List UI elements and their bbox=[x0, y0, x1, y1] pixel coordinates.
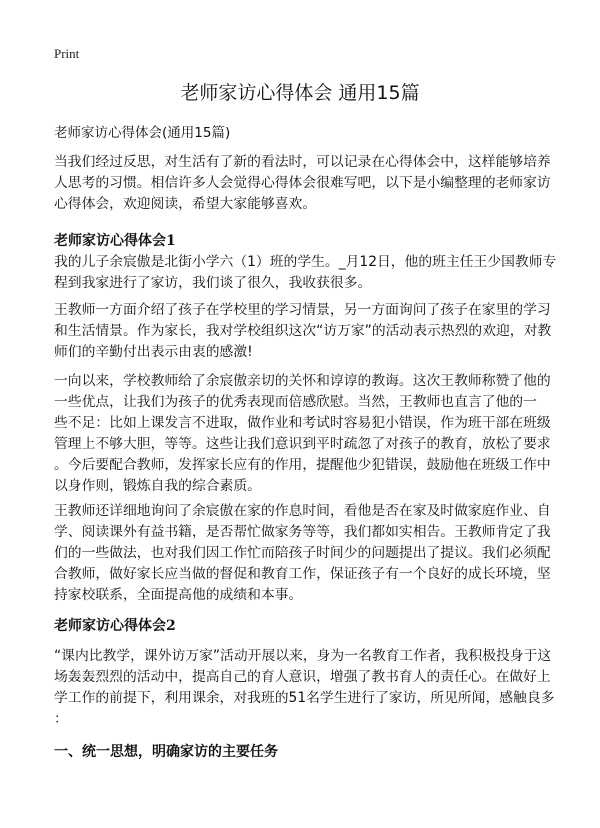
text-line: 。今后要配合教师，发挥家长应有的作用，提醒他少犯错误，鼓励他在班级工作中 bbox=[54, 457, 551, 473]
subsection-heading: 一、统一思想，明确家访的主要任务 bbox=[54, 744, 278, 760]
text-line: 以身作则，锻炼自我的综合素质。 bbox=[54, 478, 261, 494]
text-line: 程到我家进行了家访，我们谈了很久，我收获很多。 bbox=[54, 275, 372, 291]
paragraph bbox=[54, 371, 554, 497]
text-line: 心得体会，欢迎阅读，希望大家能够喜欢。 bbox=[54, 196, 317, 212]
text-line: 合教师，做好家长应当做的督促和教育工作，保证孩子有一个良好的成长环境，坚 bbox=[54, 566, 551, 582]
intro-paragraph bbox=[54, 152, 554, 215]
paragraph bbox=[54, 300, 554, 363]
print-link[interactable]: Print bbox=[54, 46, 80, 61]
document-subtitle: 老师家访心得体会(通用15篇) bbox=[54, 125, 231, 141]
paragraph bbox=[54, 501, 554, 606]
text-line: 持家校联系，全面提高他的成绩和本事。 bbox=[54, 587, 303, 603]
text-line: 学、阅读课外有益书籍，是否帮忙做家务等等，我们都如实相告。王教师肯定了我 bbox=[54, 524, 551, 540]
text-line: 们的一些做法，也对我们因工作忙而陪孩子时间少的问题提出了提议。我们必须配 bbox=[54, 545, 551, 561]
text-line: 管理上不够大胆，等等。这些让我们意识到平时疏忽了对孩子的教育，放松了要求 bbox=[54, 436, 551, 452]
text-line: 一些优点，让我们为孩子的优秀表现而倍感欣慰。当然，王教师也直言了他的一 bbox=[54, 394, 537, 410]
text-line: 一向以来，学校教师给了余宸傲亲切的关怀和谆谆的教诲。这次王教师称赞了他的 bbox=[54, 373, 551, 389]
text-line: “课内比教学，课外访万家”活动开展以来，身为一名教育工作者，我积极投身于这 bbox=[54, 648, 552, 664]
text-line: 当我们经过反思，对生活有了新的看法时，可以记录在心得体会中，这样能够培养 bbox=[54, 154, 551, 170]
paragraph bbox=[54, 252, 557, 294]
text-line: 王教师一方面介绍了孩子在学校里的学习情景，另一方面询问了孩子在家里的学习 bbox=[54, 302, 551, 318]
text-line: ： bbox=[54, 711, 68, 727]
text-line: 场轰轰烈烈的活动中，提高自己的育人意识，增强了教书育人的责任心。在做好上 bbox=[54, 669, 551, 685]
document-title: 老师家访心得体会 通用15篇 bbox=[180, 82, 420, 104]
text-line: 学工作的前提下，利用课余，对我班的51名学生进行了家访，所见所闻，感触良多 bbox=[54, 690, 555, 706]
section-heading-2: 老师家访心得体会2 bbox=[54, 618, 176, 634]
text-line: 我的儿子余宸傲是北街小学六（1）班的学生。_月12日，他的班主任王少国教师专 bbox=[54, 254, 557, 270]
text-line: 些不足：比如上课发言不进取，做作业和考试时容易犯小错误，作为班干部在班级 bbox=[54, 415, 551, 431]
text-line: 和生活情景。作为家长，我对学校组织这次“访万家”的活动表示热烈的欢迎，对教 bbox=[54, 323, 552, 339]
text-line: 师们的辛勤付出表示由衷的感激! bbox=[54, 344, 253, 360]
section-heading-1: 老师家访心得体会1 bbox=[54, 233, 176, 249]
paragraph bbox=[54, 646, 554, 730]
text-line: 王教师还详细地询问了余宸傲在家的作息时间，看他是否在家及时做家庭作业、自 bbox=[54, 503, 551, 519]
text-line: 人思考的习惯。相信许多人会觉得心得体会很难写吧，以下是小编整理的老师家访 bbox=[54, 175, 551, 191]
